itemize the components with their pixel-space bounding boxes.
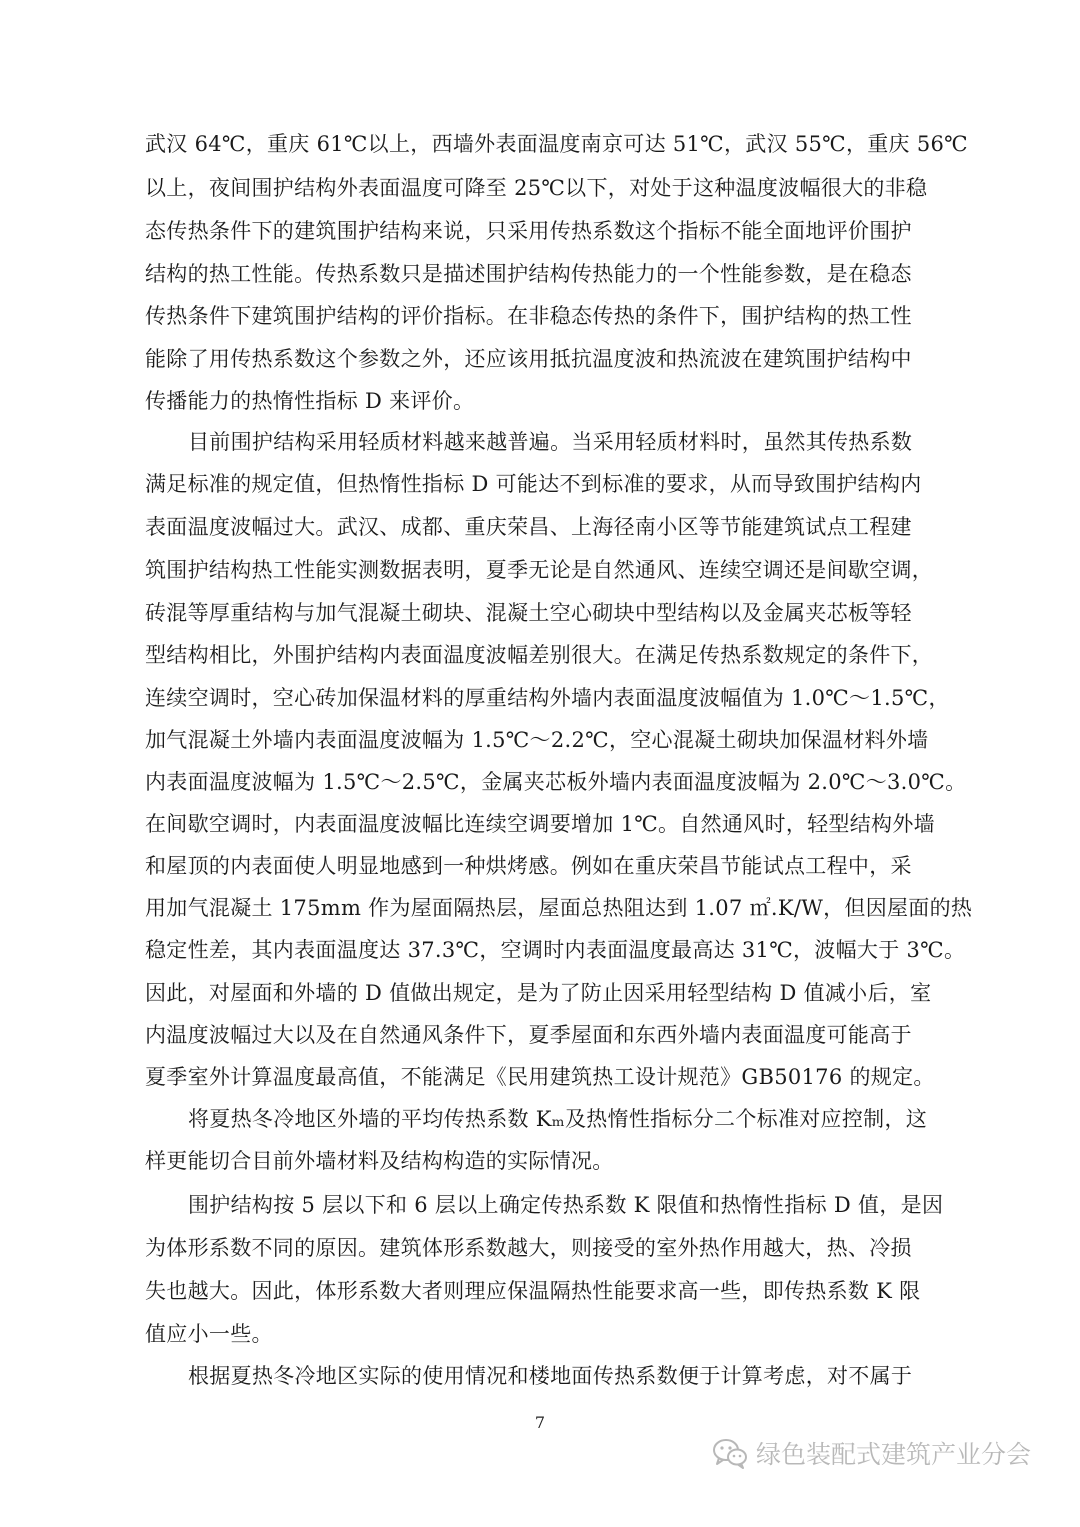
text-line: 内表面温度波幅为 1.5℃～2.5℃，金属夹芯板外墙内表面温度波幅为 2.0℃～3.0℃。: [145, 770, 967, 794]
text-line: 将夏热冬冷地区外墙的平均传热系数 Kₘ及热惰性指标分二个标准对应控制，这: [188, 1107, 928, 1131]
text-line: 以上，夜间围护结构外表面温度可降至 25℃以下，对处于这种温度波幅很大的非稳: [145, 176, 928, 200]
text-line: 为体形系数不同的原因。建筑体形系数越大，则接受的室外热作用越大，热、冷损: [145, 1236, 912, 1260]
text-line: 加气混凝土外墙内表面温度波幅为 1.5℃～2.2℃，空心混凝土砌块加保温材料外墙: [145, 728, 929, 752]
page-number: 7: [534, 1413, 546, 1432]
text-line: 夏季室外计算温度最高值，不能满足《民用建筑热工设计规范》GB50176 的规定。: [145, 1065, 935, 1089]
watermark-text: 绿色装配式建筑产业分会: [756, 1440, 1032, 1469]
text-line: 根据夏热冬冷地区实际的使用情况和楼地面传热系数便于计算考虑，对不属于: [188, 1364, 913, 1388]
text-line: 用加气混凝土 175mm 作为屋面隔热层，屋面总热阻达到 1.07 ㎡.K/W，但因屋面的热: [145, 896, 973, 920]
text-line: 型结构相比，外围护结构内表面温度波幅差别很大。在满足传热系数规定的条件下，: [145, 643, 934, 667]
text-line: 目前围护结构采用轻质材料越来越普遍。当采用轻质材料时，虽然其传热系数: [188, 430, 913, 454]
text-line: 和屋顶的内表面使人明显地感到一种烘烤感。例如在重庆荣昌节能试点工程中，采: [145, 854, 912, 878]
text-line: 失也越大。因此，体形系数大者则理应保温隔热性能要求高一些，即传热系数 K 限: [145, 1279, 921, 1303]
text-line: 结构的热工性能。传热系数只是描述围护结构传热能力的一个性能参数，是在稳态: [145, 262, 912, 286]
text-line: 传热条件下建筑围护结构的评价指标。在非稳态传热的条件下，围护结构的热工性: [145, 304, 912, 328]
text-line: 能除了用传热系数这个参数之外，还应该用抵抗温度波和热流波在建筑围护结构中: [145, 347, 912, 371]
wechat-icon: [712, 1437, 748, 1469]
text-line: 值应小一些。: [145, 1322, 273, 1346]
watermark: [712, 1433, 1031, 1473]
text-line: 表面温度波幅过大。武汉、成都、重庆荣昌、上海径南小区等节能建筑试点工程建: [145, 515, 912, 539]
text-line: 稳定性差，其内表面温度达 37.3℃，空调时内表面温度最高达 31℃，波幅大于 3℃。: [145, 938, 966, 962]
text-line: 态传热条件下的建筑围护结构来说，只采用传热系数这个指标不能全面地评价围护: [145, 219, 912, 243]
text-line: 武汉 64℃，重庆 61℃以上，西墙外表面温度南京可达 51℃，武汉 55℃，重庆 56℃: [145, 132, 968, 156]
text-line: 样更能切合目前外墙材料及结构构造的实际情况。: [145, 1149, 614, 1173]
text-line: 满足标准的规定值，但热惰性指标 D 可能达不到标准的要求，从而导致围护结构内: [145, 472, 922, 496]
text-line: 连续空调时，空心砖加保温材料的厚重结构外墙内表面温度波幅值为 1.0℃～1.5℃，: [145, 686, 950, 710]
text-line: 因此，对屋面和外墙的 D 值做出规定，是为了防止因采用轻型结构 D 值减小后，室: [145, 981, 932, 1005]
text-line: 在间歇空调时，内表面温度波幅比连续空调要增加 1℃。自然通风时，轻型结构外墙: [145, 812, 935, 836]
text-line: 传播能力的热惰性指标 D 来评价。: [145, 389, 475, 413]
text-line: 筑围护结构热工性能实测数据表明，夏季无论是自然通风、连续空调还是间歇空调，: [145, 558, 934, 582]
text-line: 砖混等厚重结构与加气混凝土砌块、混凝土空心砌块中型结构以及金属夹芯板等轻: [145, 601, 912, 625]
text-line: 围护结构按 5 层以下和 6 层以上确定传热系数 K 限值和热惰性指标 D 值，是因: [188, 1193, 944, 1217]
text-line: 内温度波幅过大以及在自然通风条件下，夏季屋面和东西外墙内表面温度可能高于: [145, 1023, 912, 1047]
